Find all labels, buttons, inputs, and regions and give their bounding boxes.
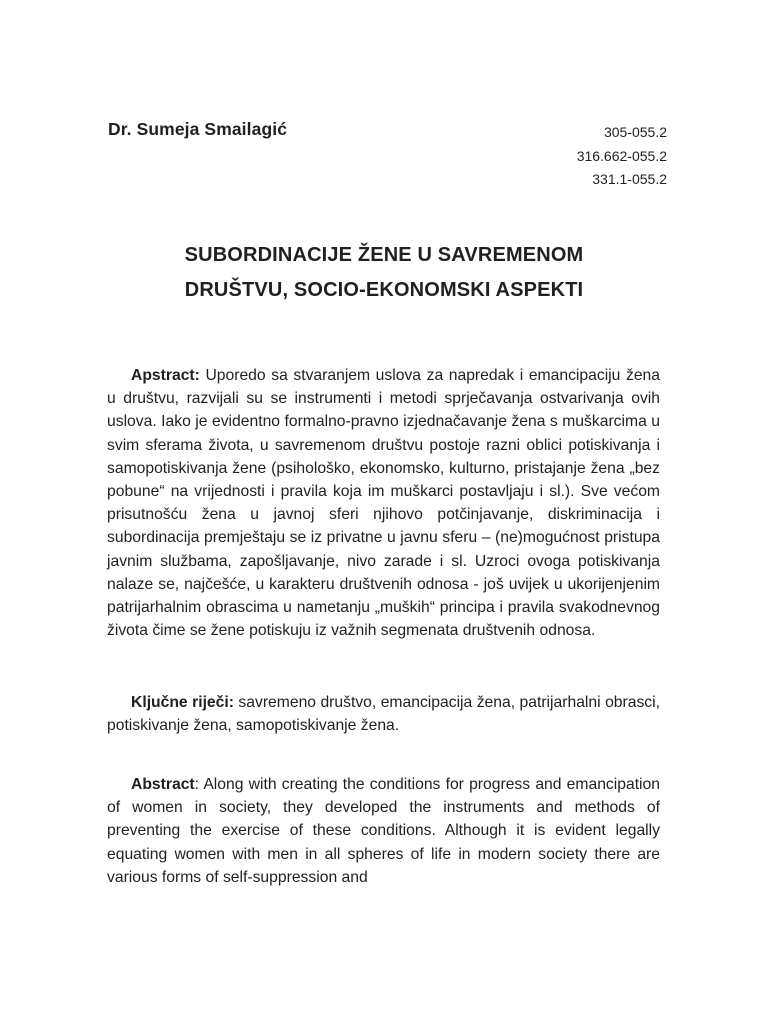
abstract-bosnian <box>107 364 660 642</box>
abstract-bosnian-label: Apstract: <box>131 367 200 384</box>
article-title-line: SUBORDINACIJE ŽENE U SAVREMENOM <box>184 244 584 266</box>
article-title <box>0 238 768 308</box>
udc-classification <box>577 121 667 192</box>
abstract-english-text: : Along with creating the conditions for progress and emancipation of women in society, they developed the instruments and methods of preventing the exercise of these conditions. Although it is evident legally equating women with men in all spheres of life in modern society there are various forms of self-suppression and <box>107 776 660 886</box>
keywords-bosnian-text: savremeno društvo, emancipacija žena, patrijarhalni obrasci, potiskivanje žena, samopotiskivanje žena. <box>107 694 660 735</box>
udc-code: 316.662-055.2 <box>576 147 667 164</box>
keywords-bosnian-label: Ključne riječi: <box>131 694 234 711</box>
abstract-english <box>107 773 660 889</box>
abstract-bosnian-text: Uporedo sa stvaranjem uslova za napredak i emancipaciju žena u društvu, razvijali su se instrumenti i metodi sprječavanja ostvarivanja ovih uslova. Iako je evidentno formalno-pravno izjednačavanje žena s muškarcima u svim sferama života, u savremenom društvu postoje razni oblici potiskivanja i samopotiskivanja žene (psihološko, ekonomsko, kulturno, pristajanje žena „bez pobune“ na vrijednosti i pravila koja im muškarci postavljaju i sl.). Sve većom prisutnošću žena u javnoj sferi njihovo potčinjavanje, diskriminacija i subordinacija premještaju se iz privatne u javnu sferu – (ne)mogućnost pristupa javnim službama, zapošljavanje, nivo zarade i sl. Uzroci ovoga potiskivanja nalaze se, najčešće, u karakteru društvenih odnosa - još uvijek u ukorijenjenim patrijarhalnim obrascima u nametanju „muških“ principa i pravila svakodnevnog života čime se žene potiskuju iz važnih segmenata društvenih odnosa. <box>107 367 660 640</box>
udc-code: 331.1-055.2 <box>592 171 667 187</box>
article-title-line: DRUŠTVU, SOCIO-EKONOMSKI ASPEKTI <box>184 279 584 301</box>
keywords-bosnian <box>107 691 660 737</box>
udc-code: 305-055.2 <box>603 124 667 140</box>
abstract-english-label: Abstract <box>131 776 195 793</box>
author-name: Dr. Sumeja Smailagić <box>108 119 288 139</box>
